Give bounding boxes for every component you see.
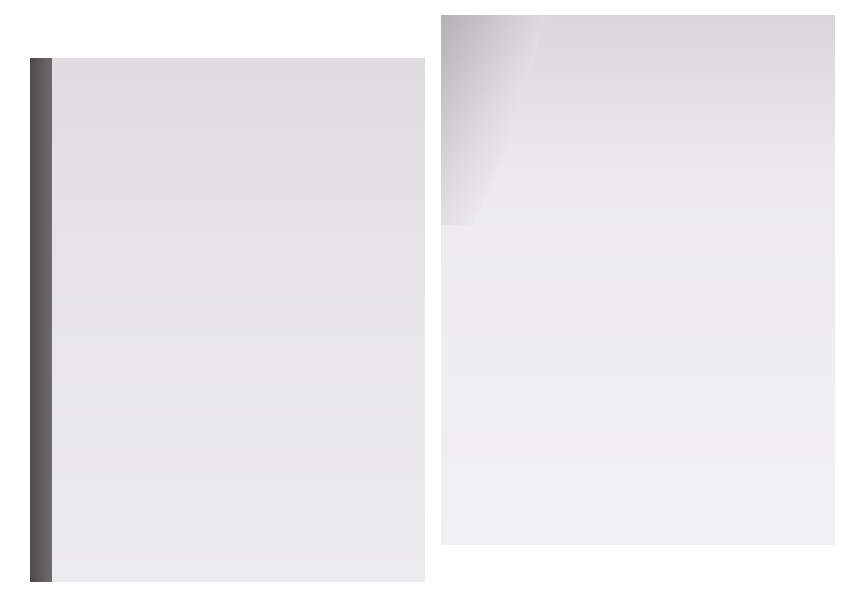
left-photo (30, 58, 425, 582)
left-exam-sheet (52, 58, 425, 582)
photo-separator (425, 0, 441, 599)
